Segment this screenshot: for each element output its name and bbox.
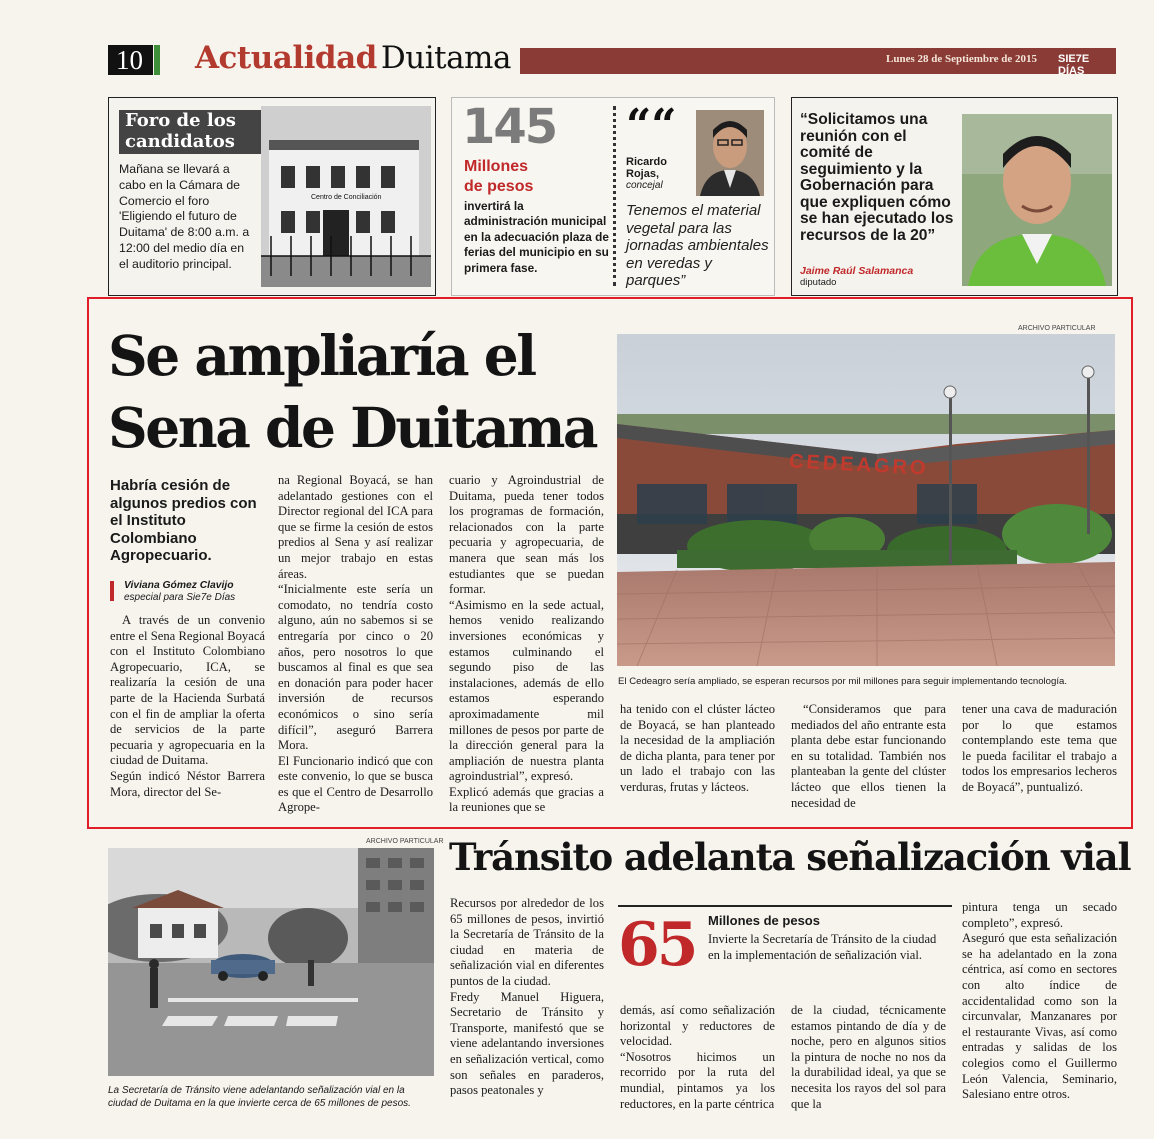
main-col-4 (620, 702, 775, 796)
teaser-145-quote: Tenemos el material vegetal para las jornadas ambientales en veredas y parques” (626, 202, 769, 289)
teaser-foro-building-sign: Centro de Conciliación (311, 194, 382, 201)
second-photo-caption: La Secretaría de Tránsito viene adelantando señalización vial en la ciudad de Duitama en la que invierte cerca de 65 millones de pesos. (108, 1085, 411, 1109)
teaser-quote (791, 97, 1118, 296)
header-brand: SIE7E DÍAS (1058, 53, 1090, 77)
second-photo-credit: ARCHIVO PARTICULAR (366, 838, 444, 845)
highlight-box-top-border (618, 905, 952, 907)
main-photo-caption: El Cedeagro sería ampliado, se esperan recursos por mil millones para seguir implementando tecnología. (618, 676, 1068, 687)
second-col-3-text: de la ciudad, técnicamente estamos pintando de día y de noche, pero en algunos sitios la pintura de noche no nos da la durabilidad ideal, ya que se necesita los rayos del sol para que la (791, 1003, 946, 1111)
teaser-foro-text: Mañana se llevará a cabo en la Cámara de Comercio el foro 'Eligiendo el futuro de Duitama' de 8:00 a.m. a 12:00 del medio día en el auditorio principal. (119, 162, 250, 271)
main-headline-line1: Se ampliaría el (108, 323, 535, 388)
quote-mark-icon: ““ (626, 100, 677, 151)
main-col-5-text: “Consideramos que para mediados del año entrante esta planta debe estar funcionando en su totalidad. También nos planteaban la gente del clúster lácteo que ellos tienen la necesidad de (791, 702, 946, 810)
main-col-5 (791, 702, 946, 811)
main-author: Viviana Gómez Clavijo (124, 580, 234, 591)
street-photo-icon (108, 848, 434, 1076)
main-col-6 (962, 702, 1117, 796)
page-number: 10 (116, 45, 143, 75)
page-number-box (108, 45, 153, 75)
teaser-145-speaker-name1: Ricardo (626, 156, 667, 168)
main-col-2 (278, 473, 433, 816)
main-col-4-text: ha tenido con el clúster lácteo de Boyacá, se han planteado la necesidad de la ampliación de dicha planta, para tener por un lado el trabajo con las verduras, frutas y lácteos. (620, 702, 775, 794)
main-photo-credit: ARCHIVO PARTICULAR (1018, 325, 1096, 332)
teaser-145-unit-line2: de pesos (464, 178, 534, 195)
second-col-3 (791, 1003, 946, 1112)
header-bar (520, 48, 1116, 77)
teaser-145-portrait (696, 110, 764, 196)
second-headline: Tránsito adelanta señalización vial (449, 835, 1131, 879)
portrait-photo-icon (962, 114, 1112, 286)
teaser-145-divider (613, 106, 616, 286)
main-subhead: Habría cesión de algunos predios con el Instituto Colombiano Agropecuario. (110, 477, 257, 564)
section-name: Actualidad (195, 40, 377, 76)
highlight-box (618, 905, 952, 997)
main-photo (617, 334, 1115, 666)
teaser-145-text: invertirá la administración municipal en la adecuación plaza de ferias del municipio en su primera fase. (464, 199, 609, 275)
second-col-4 (962, 900, 1117, 1103)
teaser-quote-text: “Solicitamos una reunión con el comité de seguimiento y la Gobernación para que expliquen cómo se han ejecutado los recursos de la 20” (800, 111, 954, 244)
teaser-145-unit-line1: Millones (464, 158, 529, 175)
teaser-foro-title-box (119, 110, 261, 154)
teaser-foro-photo (261, 106, 431, 287)
main-col-1-text: A través de un convenio entre el Sena Regional Boyacá con el Instituto Colombiano Agropecuario, ICA, se realizaría la cesión de una parte de la Hacienda Surbatá con el fin de ampliar la oferta de servicios de la parte pecuaria y agropecuaria en la ciudad de Duitama. Según indicó Néstor Barrera Mora, director del Se- (110, 613, 265, 799)
section-title (195, 40, 511, 80)
main-photo-building-sign: CEDEAGRO (788, 450, 930, 480)
section-city: Duitama (380, 40, 511, 76)
main-headline-line2: Sena de Duitama (108, 395, 597, 460)
main-col-1 (110, 613, 265, 800)
highlight-number: 65 (618, 910, 696, 980)
second-col-4-text: pintura tenga un secado completo”, expresó. Aseguró que esta señalización se ha adelantado en la zona céntrica, así como en sectores con alto índice de accidentalidad como son la circunvalar, Manzanares por el restaurante Vivas, así como entradas y salidas de los colegios como el Guillermo León Valencia, Seminario, Salesiano entre otros. (962, 900, 1117, 1102)
second-col-1-text: Recursos por alrededor de los 65 millones de pesos, invirtió la Secretaría de Tránsito de la ciudad en materia de señalización vial en diferentes puntos de la ciudad. Fredy Manuel Higuera, Secretario de Tránsito y Transporte, manifestó que se viene adelantando inversiones en señalización vertical, como son señales en paraderos, pasos peatonales y (450, 896, 604, 1098)
second-col-2 (620, 1003, 775, 1112)
header-date: Lunes 28 de Septiembre de 2015 (886, 53, 1038, 65)
second-col-1 (450, 896, 604, 1099)
teaser-145-speaker-role: concejal (626, 180, 663, 191)
teaser-foro-title-line1: Foro de los (125, 110, 236, 131)
main-col-6-text: tener una cava de maduración por lo que estamos contemplando este tema que le pueda facilitar el trabajo a todos los empresarios lecheros de Boyacá”, puntualizó. (962, 702, 1117, 794)
main-col-3-text: cuario y Agroindustrial de Duitama, pueda tener todos los programas de formación, relacionados con la parte pecuaria y agropecuaria, de manera que sean más los estudiantes que se puedan formar. “Asimismo en la sede actual, hemos venido realizando inversiones económicas y estamos culminando el segundo piso de las instalaciones, además de ello estamos esperando aproximadamente mil millones de pesos por parte de la dirección general para la ampliación de nuestra planta agroindustrial”, expresó. Explicó además que gracias a la reuniones que se (449, 473, 604, 815)
teaser-145 (451, 97, 775, 296)
teaser-quote-portrait (962, 114, 1112, 286)
author-marker (110, 581, 114, 601)
portrait-photo-icon (696, 110, 764, 196)
teaser-145-number: 145 (462, 99, 557, 155)
cedeagro-building-photo-icon (617, 334, 1115, 666)
main-col-2-text: na Regional Boyacá, se han adelantado gestiones con el Director regional del ICA para que se firme la cesión de estos predios al Sena y así realizar un mejor trabajo en estas áreas. “Inicialmente este sería un comodato, no tendría costo alguno, aún no sabemos si se entregaría por cinco o 20 años, pero nosotros lo que buscamos al final es que sea en donación para poder hacer inversión de recursos económicos o sino sería difícil”, aseguró Barrera Mora. El Funcionario indicó que con este convenio, lo que se busca es que el Centro de Desarrollo Agrope- (278, 473, 433, 815)
highlight-text: Invierte la Secretaría de Tránsito de la ciudad en la implementación de señalización vial. (708, 932, 937, 962)
main-author-role: especial para Sie7e Días (124, 592, 236, 603)
second-col-2-text: demás, así como señalización horizontal y reductores de velocidad. “Nosotros hicimos un recorrido por la ruta del mundial, pintamos ya los reductores, en la parte céntrica (620, 1003, 775, 1111)
page-number-accent (154, 45, 160, 75)
teaser-145-speaker-name2: Rojas, (626, 168, 660, 180)
highlight-title: Millones de pesos (708, 913, 820, 928)
main-col-3 (449, 473, 604, 816)
second-photo (108, 848, 434, 1076)
teaser-foro (108, 97, 436, 296)
teaser-foro-title-line2: candidatos (125, 131, 235, 152)
teaser-quote-role: diputado (800, 277, 837, 288)
teaser-quote-speaker: Jaime Raúl Salamanca (800, 265, 914, 277)
